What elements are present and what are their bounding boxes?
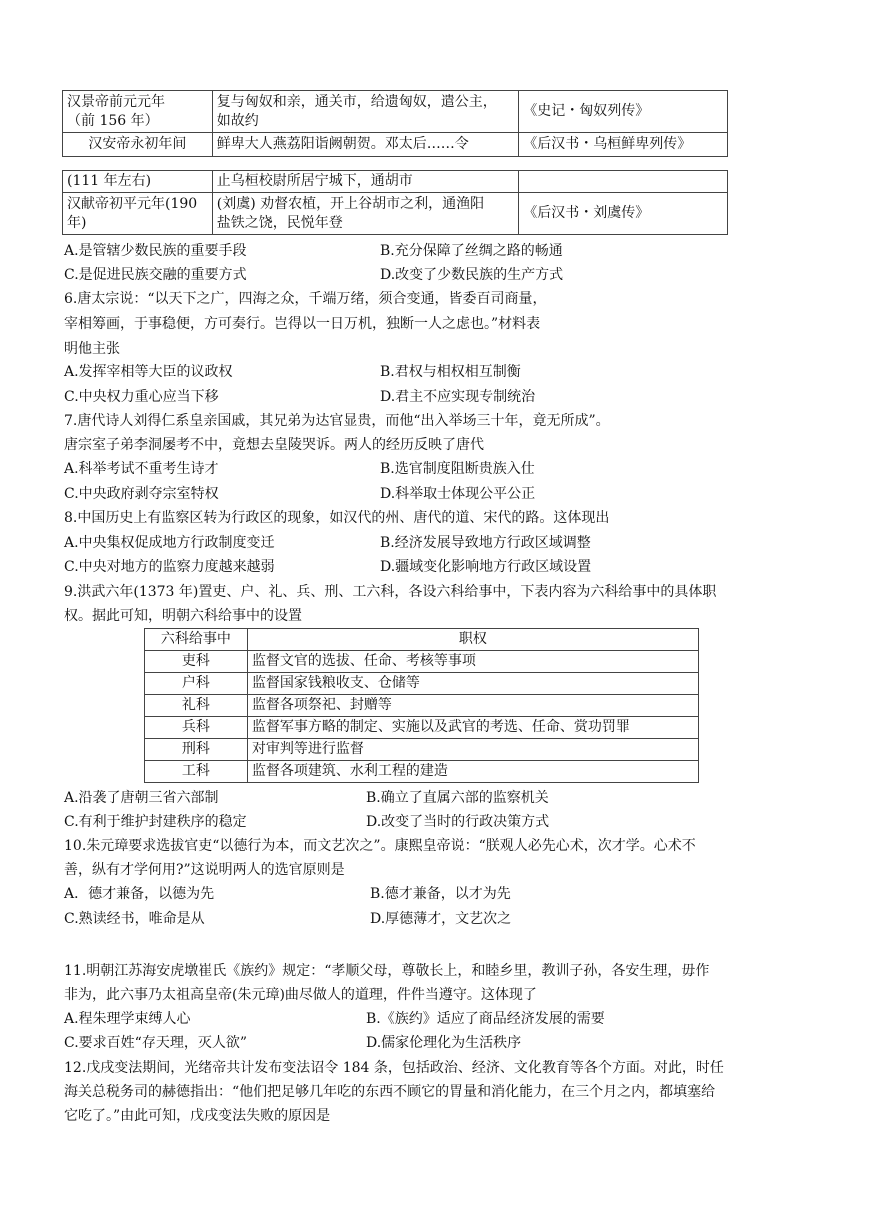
table-cell: 复与匈奴和亲，通关市，给遗匈奴，遣公主， 如故约 (212, 91, 519, 133)
table-cell: (111 年左右) (63, 171, 213, 193)
table-row (145, 717, 699, 739)
table-row (63, 91, 728, 133)
table-cell: 监督各项祭祀、封赠等 (247, 695, 698, 717)
q6-stem: 6.唐太宗说：“以天下之广，四海之众，千端万绪，须合变通，皆委百司商量， (64, 291, 547, 307)
table-cell: 《后汉书・乌桓鲜卑列传》 (519, 133, 728, 157)
table-cell: 刑科 (145, 739, 248, 761)
q6-option-c[interactable]: C.中央权力重心应当下移 (64, 389, 219, 405)
q7-option-d[interactable]: D.科举取士体现公平公正 (380, 486, 536, 502)
table-cell: 监督国家钱粮收支、仓储等 (247, 673, 698, 695)
q6-stem: 宰相筹画，于事稳便，方可奏行。岂得以一日万机，独断一人之虑也。”材料表 (64, 316, 541, 332)
q9-option-d[interactable]: D.改变了当时的行政决策方式 (366, 814, 550, 830)
q12-stem: 它吃了。”由此可知，戊戌变法失败的原因是 (64, 1108, 331, 1124)
q11-option-c[interactable]: C.要求百姓“存天理，灭人欲” (64, 1035, 247, 1051)
q11-stem: 非为，此六事乃太祖高皇帝(朱元璋)曲尽做人的道理，件件当遵守。这体现了 (64, 987, 537, 1003)
q10-option-d[interactable]: D.厚德薄才，文艺次之 (370, 911, 512, 927)
q6-option-a[interactable]: A.发挥宰相等大臣的议政权 (64, 364, 233, 380)
table-row (145, 651, 699, 673)
q9-stem: 9.洪武六年(1373 年)置吏、户、礼、兵、刑、工六科，各设六科给事中，下表内容为六科给事中的具体职 (64, 584, 717, 600)
q8-option-a[interactable]: A.中央集权促成地方行政制度变迁 (64, 535, 275, 551)
table-row (63, 133, 728, 157)
table-cell: 礼科 (145, 695, 248, 717)
table-cell: 鲜卑大人燕荔阳诣阙朝贺。邓太后……令 (212, 133, 519, 157)
table-cell: 吏科 (145, 651, 248, 673)
q11-option-d[interactable]: D.儒家伦理化为生活秩序 (366, 1035, 522, 1051)
q5-option-c[interactable]: C.是促进民族交融的重要方式 (64, 267, 247, 283)
six-offices-table (144, 628, 699, 783)
q6-option-d[interactable]: D.君主不应实现专制统治 (380, 389, 536, 405)
dynasty-policy-table-top (62, 90, 728, 157)
table-cell: 监督各项建筑、水利工程的建造 (247, 761, 698, 783)
table-cell: 止乌桓校尉所居宁城下，通胡市 (212, 171, 519, 193)
q7-option-b[interactable]: B.选官制度阻断贵族入仕 (380, 461, 535, 477)
table-header: 六科给事中 (145, 629, 248, 651)
q9-option-b[interactable]: B.确立了直属六部的监察机关 (366, 790, 549, 806)
q9-option-a[interactable]: A.沿袭了唐朝三省六部制 (64, 790, 219, 806)
table-row (145, 673, 699, 695)
table-cell: 监督文官的选拔、任命、考核等事项 (247, 651, 698, 673)
table-row (145, 761, 699, 783)
table-cell: 汉献帝初平元年(190 年) (63, 193, 213, 235)
table-cell: 汉安帝永初年间 (63, 133, 213, 157)
table-cell: 监督军事方略的制定、实施以及武官的考选、任命、赏功罚罪 (247, 717, 698, 739)
table-row (145, 739, 699, 761)
q8-option-b[interactable]: B.经济发展导致地方行政区域调整 (380, 535, 591, 551)
q9-option-c[interactable]: C.有利于维护封建秩序的稳定 (64, 814, 247, 830)
q11-option-b[interactable]: B.《族约》适应了商品经济发展的需要 (366, 1011, 605, 1027)
q5-option-b[interactable]: B.充分保障了丝绸之路的畅通 (380, 243, 563, 259)
q12-stem: 海关总税务司的赫德指出：“他们把足够几年吃的东西不顾它的胃量和消化能力，在三个月之内，都填塞给 (64, 1084, 716, 1100)
q5-option-a[interactable]: A.是管辖少数民族的重要手段 (64, 243, 247, 259)
q11-stem: 11.明朝江苏海安虎墩崔氏《族约》规定：“孝顺父母，尊敬长上，和睦乡里，教训子孙，各安生理，毋作 (64, 963, 710, 979)
q8-option-c[interactable]: C.中央对地方的监察力度越来越弱 (64, 559, 275, 575)
q10-option-c[interactable]: C.熟读经书，唯命是从 (64, 911, 205, 927)
table-cell: 兵科 (145, 717, 248, 739)
table-row (145, 695, 699, 717)
q10-option-b[interactable]: B.德才兼备，以才为先 (370, 886, 511, 902)
q10-stem: 善，纵有才学何用?”这说明两人的选官原则是 (64, 862, 345, 878)
table-header-row (145, 629, 699, 651)
q7-option-c[interactable]: C.中央政府剥夺宗室特权 (64, 486, 219, 502)
table-cell: 对审判等进行监督 (247, 739, 698, 761)
table-cell: 工科 (145, 761, 248, 783)
q12-stem: 12.戊戌变法期间，光绪帝共计发布变法诏令 184 条，包括政治、经济、文化教育等各个方面。对此，时任 (64, 1060, 724, 1076)
table-cell: 《后汉书・刘虞传》 (519, 193, 728, 235)
q8-option-d[interactable]: D.疆域变化影响地方行政区域设置 (380, 559, 592, 575)
table-cell: 汉景帝前元元年 （前 156 年） (63, 91, 213, 133)
table-cell: (刘虞) 劝督农植，开上谷胡市之利，通渔阳 盐铁之饶，民悦年登 (212, 193, 519, 235)
table-header: 职权 (247, 629, 698, 651)
q8-stem: 8.中国历史上有监察区转为行政区的现象，如汉代的州、唐代的道、宋代的路。这体现出 (64, 510, 610, 526)
q10-option-a[interactable]: A．德才兼备，以德为先 (64, 886, 215, 902)
q7-stem: 唐宗室子弟李洞屡考不中，竟想去皇陵哭诉。两人的经历反映了唐代 (64, 437, 484, 453)
q9-stem: 权。据此可知，明朝六科给事中的设置 (64, 608, 302, 624)
q11-option-a[interactable]: A.程朱理学束缚人心 (64, 1011, 191, 1027)
table-row (63, 171, 728, 193)
q6-stem: 明他主张 (64, 341, 120, 357)
q6-option-b[interactable]: B.君权与相权相互制衡 (380, 364, 521, 380)
table-cell (519, 171, 728, 193)
dynasty-policy-table-bottom (62, 170, 728, 235)
table-row (63, 193, 728, 235)
q7-stem: 7.唐代诗人刘得仁系皇亲国戚，其兄弟为达官显贵，而他“出入举场三十年，竟无所成”。 (64, 413, 610, 429)
table-cell: 《史记・匈奴列传》 (519, 91, 728, 133)
q5-option-d[interactable]: D.改变了少数民族的生产方式 (380, 267, 564, 283)
q10-stem: 10.朱元璋要求选拔官吏“以德行为本，而文艺次之”。康熙皇帝说：“朕观人必先心术，次才学。心术不 (64, 838, 696, 854)
q7-option-a[interactable]: A.科举考试不重考生诗才 (64, 461, 219, 477)
table-cell: 户科 (145, 673, 248, 695)
